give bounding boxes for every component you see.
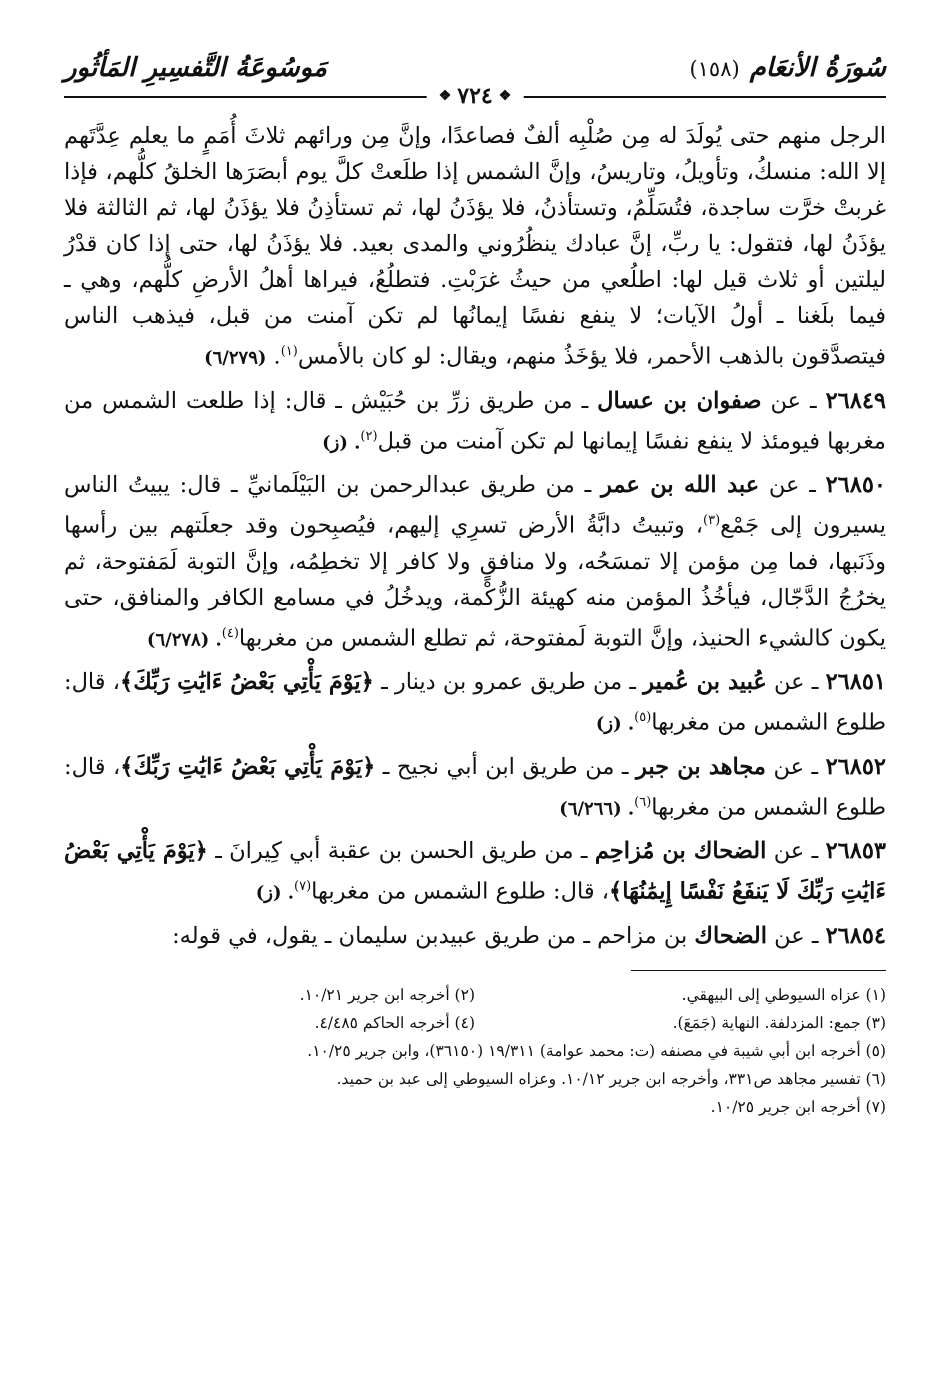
entry-26850 (64, 467, 886, 658)
page-header (64, 48, 886, 88)
ornament-icon: ❖ (438, 88, 452, 104)
narrator-name: الضحاك (694, 922, 767, 949)
header-rule (64, 83, 886, 109)
continuation-paragraph: الرجل منهم حتى يُولَدَ له مِن صُلْبِه ألفٌ فصاعدًا، وإنَّ مِن ورائهم ثلاثَ أُمَمٍ ما يعلم عِدَّتَهم إلا الله: منسكُ، وتأويلُ، وتاريسُ، وإنَّ الشمس إذا طلَعتْ كلَّ يوم أبصَرَها الخلقُ كلُّهم، فإذا غربتْ خرَّت ساجدة، فتُسَلِّمُ، وتستأذنُ، فلا يؤذَنُ لها، ثم تستأذِنُ فلا يؤذَنُ لها، ثم الثالثة فلا يؤذَنُ لها، فتقول: يا ربِّ، إنَّ عبادك ينظُرُوني والمدى بعيد. فلا يؤذَنُ لها، حتى إذا كان قدْرُ ليلتين أو ثلاث قيل لها: اطلُعي من حيثُ غرَبْتِ. فتطلُعُ، فيراها أهلُ الأرضِ كلُّهم، وهي ـ فيما بلَغنا ـ أولُ الآيات؛ لا ينفع نفسًا إيمانُها لم تكن آمنت من قبل، فيذهب الناس فيتصدَّقون بالذهب الأحمر، فلا يؤخَذُ منهم، ويقال: لو كان بالأمس$^{(١)}$. (٦/٢٧٩) (64, 123, 886, 370)
footnote-2: (٢) أخرجه ابن جرير ١٠/٢١. (299, 985, 475, 1004)
footnote-3: (٣) جمع: المزدلفة. النهاية (جَمَعَ). (672, 1013, 886, 1032)
footnote-6: (٦) تفسير مجاهد ص٣٣١، وأخرجه ابن جرير ١٠/١٢. وعزاه السيوطي إلى عبد بن حميد. (336, 1069, 886, 1088)
source-reference: . (٦/٢٧٨) (146, 629, 222, 650)
footnote-marker: (٦) (634, 794, 652, 810)
body-text (64, 118, 886, 954)
entry-text-continued: ، قال: طلوع الشمس من مغربها (64, 669, 886, 736)
entry-number: ٢٦٨٥٣ (825, 838, 886, 864)
entry-text: ـ من طريق ابن أبي نجيح ـ (382, 753, 629, 780)
quran-quote: ﴿يَوْمَ يَأْتِي بَعْضُ ءَايَٰتِ رَبِّكَ﴾ (120, 753, 376, 780)
paragraph-text: الرجل منهم حتى يُولَدَ له مِن صُلْبِه ألفٌ فصاعدًا، وإنَّ مِن ورائهم ثلاثَ أُمَمٍ ما يعلم عِدَّتَهم إلا الله: منسكُ، وتأويلُ، وتاريسُ، وإنَّ الشمس إذا طلَعتْ كلَّ يوم أبصَرَها الخلقُ كلُّهم، فإذا غربتْ خرَّت ساجدة، فتُسَلِّمُ، وتستأذنُ، فلا يؤذَنُ لها، ثم تستأذِنُ فلا يؤذَنُ لها، ثم الثالثة فلا يؤذَنُ لها، فتقول: يا ربِّ، إنَّ عبادك ينظُرُوني والمدى بعيد. فلا يؤذَنُ لها، حتى إذا كان قدْرُ ليلتين أو ثلاث قيل لها: اطلُعي من حيثُ غرَبْتِ. فتطلُعُ، فيراها أهلُ الأرضِ كلُّهم، وهي ـ فيما بلَغنا ـ أولُ الآيات؛ لا ينفع نفسًا إيمانُها لم تكن آمنت من قبل، فيذهب الناس فيتصدَّقون بالذهب الأحمر، فلا يؤخَذُ منهم، ويقال: لو كان بالأمس (64, 123, 886, 370)
entry-text: ـ من طريق زرِّ بن حُبَيْش ـ قال: إذا طلعت الشمس من مغربها فيومئذ لا ينفع نفسًا إيمانها لم تكن آمنت من قبل (64, 387, 886, 454)
entry-text-continued: ، قال: طلوع الشمس من مغربها (64, 753, 886, 820)
footnote-divider (631, 970, 886, 971)
entry-lead: ـ عن (770, 387, 817, 414)
entry-text: ـ من طريق عمرو بن دينار ـ (381, 669, 636, 695)
surah-number: (١٥٨) (689, 57, 740, 81)
entry-text: ـ من طريق عبدالرحمن بن البَيْلَمانيِّ ـ قال: يبيتُ الناس يسيرون إلى جَمْع (64, 472, 886, 539)
surah-name: سُورَةُ الأنعَام (749, 53, 886, 83)
narrator-name: الضحاك بن مُزاحِم (594, 838, 767, 864)
entry-text: بن مزاحم ـ من طريق عبيدبن سليمان ـ يقول، في قوله: (172, 922, 688, 949)
entry-26849 (64, 383, 886, 462)
entry-number: ٢٦٨٥٤ (825, 922, 886, 949)
entry-lead: ـ عن (773, 753, 819, 780)
entry-26851 (64, 664, 886, 743)
source-reference: . (٦/٢٦٦) (559, 798, 635, 819)
entry-text-continued: ، وتبيتُ دابَّةُ الأرض تسرِي إليهم، فيُصبِحون وقد جعلَتهم بين رأسها وذَنَبها، فما مِن مؤمن إلا تمسَحُه، ولا منافقٍ ولا كافر إلا تخطِمُه، وإنَّ التوبة لَمَفتوحة، ثم يخرُجُ الدَّجّال، فيأخُذُ المؤمن منه كهيئة الزُّكْمة، ويدخُلُ في مسامع الكافر والمنافق، حتى يكون كالشيء الحنيذ، وإنَّ التوبة لَمفتوحة، ثم تطلع الشمس من مغربها (64, 512, 886, 651)
entry-26852 (64, 749, 886, 828)
narrator-name: مجاهد بن جبر (635, 753, 766, 780)
entry-26854 (64, 918, 886, 954)
footnote-5: (٥) أخرجه ابن أبي شيبة في مصنفه (ت: محمد عوامة) ١٩/٣١١ (٣٦١٥٠)، وابن جرير ١٠/٢٥. (307, 1041, 886, 1060)
page-number: ٧٢٤ (457, 83, 493, 109)
entry-lead: ـ عن (774, 669, 819, 695)
footnote-marker: (٢) (360, 428, 378, 444)
document-page (64, 48, 886, 1121)
source-reference: . (ز) (255, 882, 295, 904)
quran-quote: ﴿يَوْمَ يَأْتِي بَعْضُ ءَايَٰتِ رَبِّكَ﴾ (120, 669, 374, 695)
entry-lead: ـ عن (773, 838, 819, 864)
narrator-name: عبد الله بن عمر (600, 472, 760, 498)
entry-number: ٢٦٨٥٠ (825, 472, 887, 498)
entry-text: ـ من طريق الحسن بن عقبة أبي كِيرانَ ـ (215, 838, 588, 864)
entry-26853 (64, 833, 886, 912)
footnote-marker: (٧) (294, 879, 312, 894)
footnote-marker: (٤) (221, 625, 239, 641)
footnote-marker: (١) (280, 344, 298, 359)
source-reference: . (ز) (595, 713, 635, 735)
footnotes (64, 981, 886, 1121)
footnote-1: (١) عزاه السيوطي إلى البيهقي. (681, 985, 886, 1004)
footnote-row (64, 1009, 886, 1037)
entry-number: ٢٦٨٥٢ (825, 753, 887, 780)
source-reference: . (ز) (322, 432, 361, 453)
narrator-name: عُبيد بن عُمير (643, 669, 767, 695)
footnote-7: (٧) أخرجه ابن جرير ١٠/٢٥. (710, 1097, 886, 1116)
entry-lead: ـ عن (774, 922, 819, 949)
entry-number: ٢٦٨٥١ (825, 669, 887, 695)
page-number-box (427, 83, 524, 109)
ornament-icon: ❖ (498, 88, 512, 104)
surah-heading (689, 53, 886, 83)
entry-text-continued: ، قال: طلوع الشمس من مغربها (311, 878, 610, 905)
quran-quote: ﴿يَوْمَ يَأْتِي بَعْضُ ءَايَٰتِ رَبِّكَ لَا يَنفَعُ نَفْسًا إِيمَٰنُهَا﴾ (64, 838, 886, 905)
footnote-marker: (٣) (703, 513, 721, 528)
narrator-name: صفوان بن عسال (597, 387, 762, 414)
footnote-4: (٤) أخرجه الحاكم ٤/٤٨٥. (314, 1013, 475, 1032)
entry-number: ٢٦٨٤٩ (825, 387, 886, 414)
footnote-row (64, 981, 886, 1009)
source-reference: (٦/٢٧٩) (204, 347, 267, 369)
book-title: مَوسُوعَةُ التَّفسِيرِ المَأثُور (64, 53, 327, 83)
footnote-marker: (٥) (634, 710, 652, 725)
entry-lead: ـ عن (768, 472, 816, 498)
